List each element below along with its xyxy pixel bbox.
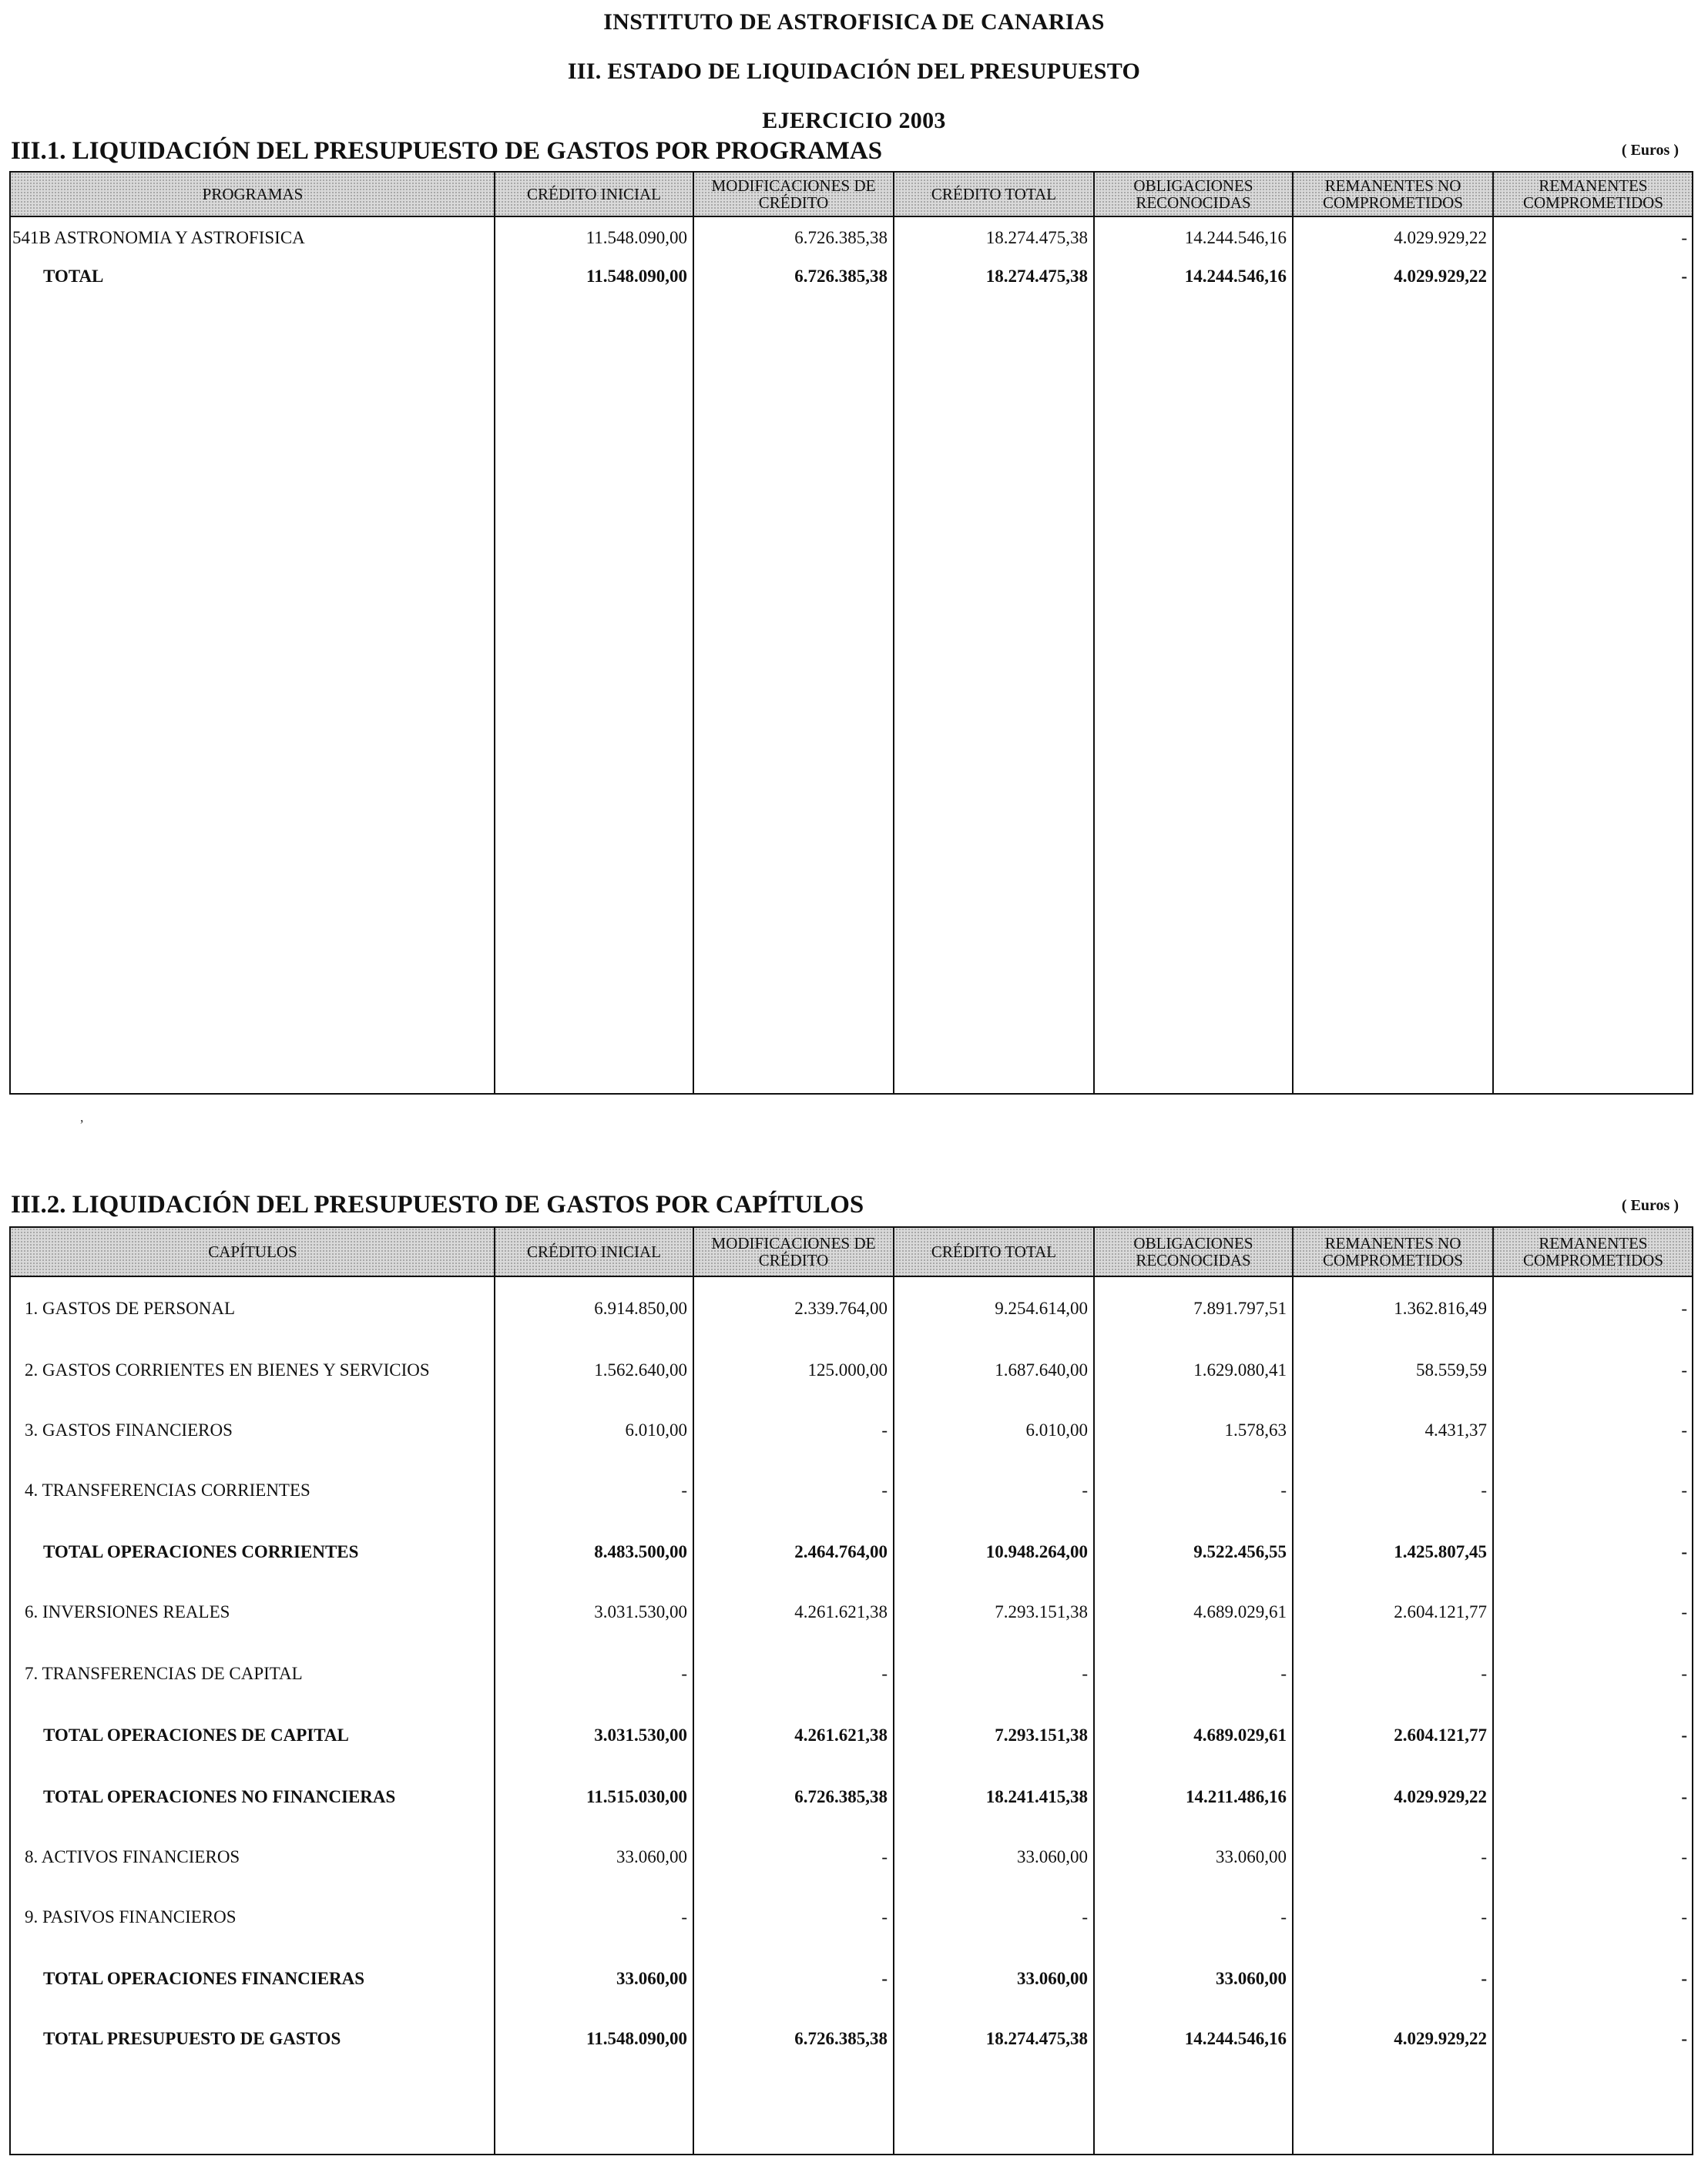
- value-cell: -: [881, 1664, 888, 1683]
- value-cell: 125.000,00: [807, 1360, 888, 1380]
- value-cell: 7.293.151,38: [995, 1725, 1088, 1745]
- row-label: 1. GASTOS DE PERSONAL: [25, 1299, 236, 1318]
- row-label: TOTAL OPERACIONES NO FINANCIERAS: [43, 1787, 396, 1806]
- table-header: [11, 1228, 1692, 1277]
- value-cell: 33.060,00: [616, 1847, 687, 1866]
- value-cell: -: [1681, 1481, 1687, 1500]
- value-cell: 8.483.500,00: [594, 1542, 687, 1561]
- value-cell: -: [1481, 1847, 1487, 1866]
- value-cell: 11.548.090,00: [586, 2029, 687, 2048]
- fiscal-year: EJERCICIO 2003: [762, 108, 946, 133]
- value-cell: 6.726.385,38: [794, 2029, 888, 2048]
- units-label-programs: ( Euros ): [1621, 142, 1679, 159]
- column-header: CAPÍTULOS: [208, 1242, 297, 1261]
- value-cell: -: [1481, 1664, 1487, 1683]
- column-divider: [1492, 173, 1494, 1093]
- value-cell: 2.339.764,00: [794, 1299, 888, 1318]
- value-cell: -: [1681, 228, 1687, 247]
- column-header: CRÉDITO TOTAL: [931, 1242, 1057, 1261]
- value-cell: 4.261.621,38: [794, 1725, 888, 1745]
- value-cell: -: [1481, 1969, 1487, 1988]
- value-cell: 4.689.029,61: [1193, 1602, 1287, 1621]
- row-label: TOTAL OPERACIONES FINANCIERAS: [43, 1969, 365, 1988]
- value-cell: 18.241.415,38: [985, 1787, 1088, 1806]
- value-cell: -: [1681, 1725, 1687, 1745]
- row-label: 4. TRANSFERENCIAS CORRIENTES: [25, 1481, 310, 1500]
- value-cell: -: [881, 1907, 888, 1927]
- value-cell: 1.687.640,00: [995, 1360, 1088, 1380]
- table-chapters: [9, 1226, 1693, 2155]
- row-label: TOTAL PRESUPUESTO DE GASTOS: [43, 2029, 341, 2048]
- value-cell: 58.559,59: [1416, 1360, 1487, 1380]
- value-cell: -: [681, 1481, 687, 1500]
- value-cell: -: [1280, 1664, 1287, 1683]
- value-cell: -: [881, 1847, 888, 1866]
- value-cell: -: [1280, 1481, 1287, 1500]
- value-cell: 18.274.475,38: [985, 267, 1088, 286]
- value-cell: -: [1481, 1907, 1487, 1927]
- value-cell: 18.274.475,38: [985, 228, 1088, 247]
- value-cell: 4.029.929,22: [1394, 228, 1487, 247]
- value-cell: 33.060,00: [1017, 1847, 1088, 1866]
- value-cell: 14.244.546,16: [1184, 2029, 1287, 2048]
- value-cell: -: [881, 1420, 888, 1440]
- value-cell: -: [681, 1907, 687, 1927]
- scan-mark: ,: [80, 1109, 84, 1125]
- column-header: REMANENTES NO COMPROMETIDOS: [1322, 176, 1464, 212]
- row-label: 7. TRANSFERENCIAS DE CAPITAL: [25, 1664, 303, 1683]
- value-cell: 6.914.850,00: [594, 1299, 687, 1318]
- column-header: REMANENTES NO COMPROMETIDOS: [1322, 1234, 1464, 1269]
- institution-title: INSTITUTO DE ASTROFISICA DE CANARIAS: [603, 9, 1105, 35]
- row-label: 6. INVERSIONES REALES: [25, 1602, 230, 1621]
- value-cell: -: [1681, 1847, 1687, 1866]
- value-cell: 14.211.486,16: [1186, 1787, 1287, 1806]
- value-cell: 3.031.530,00: [594, 1725, 687, 1745]
- column-header: OBLIGACIONES RECONOCIDAS: [1133, 1234, 1253, 1269]
- value-cell: 4.029.929,22: [1394, 2029, 1487, 2048]
- value-cell: 10.948.264,00: [985, 1542, 1088, 1561]
- row-label: TOTAL: [43, 267, 104, 286]
- column-divider: [1093, 173, 1095, 1093]
- value-cell: -: [1681, 1907, 1687, 1927]
- column-divider: [693, 173, 694, 1093]
- value-cell: 4.431,37: [1424, 1420, 1487, 1440]
- value-cell: -: [681, 1664, 687, 1683]
- value-cell: 33.060,00: [1216, 1847, 1287, 1866]
- value-cell: -: [1681, 1360, 1687, 1380]
- row-label: 2. GASTOS CORRIENTES EN BIENES Y SERVICIOS: [25, 1360, 430, 1380]
- value-cell: 4.261.621,38: [794, 1602, 888, 1621]
- column-header: CRÉDITO INICIAL: [526, 1242, 661, 1261]
- value-cell: 18.274.475,38: [985, 2029, 1088, 2048]
- value-cell: 6.726.385,38: [794, 228, 888, 247]
- column-header: CRÉDITO TOTAL: [931, 185, 1057, 203]
- value-cell: 1.578,63: [1224, 1420, 1287, 1440]
- value-cell: -: [1681, 1299, 1687, 1318]
- column-header: MODIFICACIONES DE CRÉDITO: [711, 176, 876, 212]
- column-header: MODIFICACIONES DE CRÉDITO: [711, 1234, 876, 1269]
- value-cell: 4.029.929,22: [1394, 1787, 1487, 1806]
- value-cell: 7.293.151,38: [995, 1602, 1088, 1621]
- value-cell: 2.464.764,00: [794, 1542, 888, 1561]
- value-cell: -: [1681, 267, 1687, 286]
- value-cell: 33.060,00: [616, 1969, 687, 1988]
- row-label: TOTAL OPERACIONES DE CAPITAL: [43, 1725, 349, 1745]
- value-cell: 7.891.797,51: [1193, 1299, 1287, 1318]
- row-label: 9. PASIVOS FINANCIEROS: [25, 1907, 237, 1927]
- value-cell: 4.689.029,61: [1193, 1725, 1287, 1745]
- value-cell: 9.254.614,00: [995, 1299, 1088, 1318]
- value-cell: -: [1681, 1969, 1687, 1988]
- value-cell: -: [1082, 1907, 1088, 1927]
- column-divider: [494, 173, 495, 1093]
- value-cell: -: [881, 1481, 888, 1500]
- column-divider: [1292, 173, 1294, 1093]
- units-label-chapters: ( Euros ): [1621, 1197, 1679, 1214]
- value-cell: -: [1681, 1542, 1687, 1561]
- value-cell: 6.726.385,38: [794, 267, 888, 286]
- value-cell: -: [1082, 1664, 1088, 1683]
- value-cell: 3.031.530,00: [594, 1602, 687, 1621]
- section-title-chapters: III.2. LIQUIDACIÓN DEL PRESUPUESTO DE GASTOS POR CAPÍTULOS: [11, 1191, 864, 1219]
- column-header: REMANENTES COMPROMETIDOS: [1522, 176, 1664, 212]
- value-cell: 1.362.816,49: [1394, 1299, 1487, 1318]
- table-header: [11, 173, 1692, 217]
- column-divider: [893, 173, 894, 1093]
- value-cell: 11.548.090,00: [586, 267, 687, 286]
- value-cell: -: [1681, 1787, 1687, 1806]
- value-cell: 6.010,00: [1025, 1420, 1088, 1440]
- statement-title: III. ESTADO DE LIQUIDACIÓN DEL PRESUPUESTO: [567, 59, 1141, 84]
- value-cell: -: [1082, 1481, 1088, 1500]
- column-header: CRÉDITO INICIAL: [526, 185, 661, 203]
- value-cell: 14.244.546,16: [1184, 228, 1287, 247]
- value-cell: 1.629.080,41: [1193, 1360, 1287, 1380]
- value-cell: -: [1681, 1664, 1687, 1683]
- value-cell: 11.548.090,00: [586, 228, 687, 247]
- value-cell: -: [1280, 1907, 1287, 1927]
- value-cell: 1.562.640,00: [594, 1360, 687, 1380]
- column-header: PROGRAMAS: [202, 185, 304, 203]
- value-cell: 14.244.546,16: [1184, 267, 1287, 286]
- value-cell: 33.060,00: [1017, 1969, 1088, 1988]
- value-cell: 4.029.929,22: [1394, 267, 1487, 286]
- value-cell: -: [1681, 1602, 1687, 1621]
- value-cell: -: [881, 1969, 888, 1988]
- value-cell: 33.060,00: [1216, 1969, 1287, 1988]
- value-cell: 11.515.030,00: [586, 1787, 687, 1806]
- value-cell: -: [1481, 1481, 1487, 1500]
- value-cell: -: [1681, 2029, 1687, 2048]
- row-label: 8. ACTIVOS FINANCIEROS: [25, 1847, 240, 1866]
- value-cell: 6.726.385,38: [794, 1787, 888, 1806]
- value-cell: 6.010,00: [625, 1420, 687, 1440]
- value-cell: 2.604.121,77: [1394, 1725, 1487, 1745]
- value-cell: 2.604.121,77: [1394, 1602, 1487, 1621]
- value-cell: -: [1681, 1420, 1687, 1440]
- table-programs: [9, 171, 1693, 1095]
- row-label: 3. GASTOS FINANCIEROS: [25, 1420, 233, 1440]
- value-cell: 1.425.807,45: [1394, 1542, 1487, 1561]
- row-label: TOTAL OPERACIONES CORRIENTES: [43, 1542, 359, 1561]
- section-title-programs: III.1. LIQUIDACIÓN DEL PRESUPUESTO DE GASTOS POR PROGRAMAS: [11, 137, 883, 165]
- column-header: OBLIGACIONES RECONOCIDAS: [1133, 176, 1253, 212]
- column-header: REMANENTES COMPROMETIDOS: [1522, 1234, 1664, 1269]
- row-label: 541B ASTRONOMIA Y ASTROFISICA: [12, 228, 305, 247]
- value-cell: 9.522.456,55: [1193, 1542, 1287, 1561]
